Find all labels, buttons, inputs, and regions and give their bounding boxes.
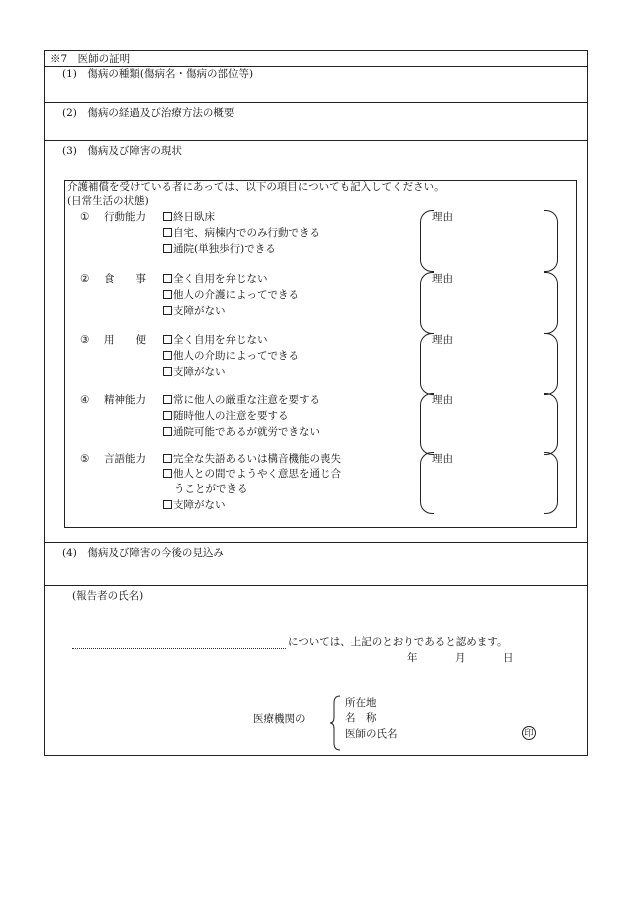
category-4-num: ④ (80, 394, 90, 406)
category-2-label: 食 事 (104, 273, 146, 285)
category-1-option-3[interactable] (163, 242, 276, 256)
item-4-label: (4) 傷病及び障害の今後の見込み (62, 547, 224, 559)
category-3-option-3[interactable] (163, 365, 226, 379)
institution-label: 医療機関の (253, 713, 306, 725)
seal-icon: 印 (522, 726, 536, 740)
reason-bracket-right (544, 452, 558, 514)
checkbox[interactable] (163, 274, 172, 283)
month-label: 月 (455, 652, 466, 664)
daily-status-label: (日常生活の状態) (67, 195, 149, 207)
divider-3 (44, 140, 588, 141)
category-2-option-1[interactable] (163, 272, 268, 286)
option-label: 支障がない (173, 366, 226, 378)
checkbox[interactable] (163, 395, 172, 404)
checkbox[interactable] (163, 306, 172, 315)
item-3-label: (3) 傷病及び障害の現状 (62, 145, 182, 157)
reporter-name-label: (報告者の氏名) (72, 590, 144, 602)
category-4-reason: 理由 (432, 394, 453, 406)
option-label: 支障がない (173, 305, 226, 317)
category-2-reason: 理由 (432, 273, 453, 285)
option-label: 全く自用を弁じない (173, 334, 268, 346)
category-4-option-2[interactable] (163, 409, 289, 423)
divider-2 (44, 102, 588, 103)
checkbox[interactable] (163, 244, 172, 253)
category-2-num: ② (80, 273, 90, 285)
year-label: 年 (407, 652, 418, 664)
category-3-reason: 理由 (432, 334, 453, 346)
category-5-label: 言語能力 (104, 453, 146, 465)
checkbox[interactable] (163, 454, 172, 463)
category-1-option-2[interactable] (163, 226, 320, 240)
option-label: 自宅、病棟内でのみ行動できる (173, 227, 320, 239)
day-label: 日 (503, 652, 514, 664)
option-label: 支障がない (173, 499, 226, 511)
option-label: 全く自用を弁じない (173, 273, 268, 285)
category-3-option-2[interactable] (163, 349, 299, 363)
checkbox[interactable] (163, 351, 172, 360)
brace-icon (330, 695, 342, 751)
reason-bracket-right (544, 333, 558, 395)
option-label: 他人との間でようやく意思を通じ合 (173, 468, 341, 480)
category-4-option-3[interactable] (163, 425, 320, 439)
reason-bracket-right (544, 210, 558, 272)
checkbox[interactable] (163, 228, 172, 237)
institution-name-label: 名 称 (345, 712, 377, 724)
category-1-num: ① (80, 211, 90, 223)
care-intro: 介護補償を受けている者にあっては、以下の項目についても記入してください。 (67, 181, 445, 193)
category-5-option-2[interactable] (163, 467, 341, 481)
category-5-option-2-continued: うことができる (174, 483, 248, 495)
option-label: 通院(単独歩行)できる (173, 243, 276, 255)
section-title: ※7 医師の証明 (50, 53, 131, 65)
checkbox[interactable] (163, 427, 172, 436)
certify-text: については、上記のとおりであると認めます。 (288, 636, 508, 648)
category-1-reason: 理由 (432, 211, 453, 223)
checkbox[interactable] (163, 500, 172, 509)
option-label: 終日臥床 (173, 211, 215, 223)
option-label: 他人の介助によってできる (173, 350, 299, 362)
divider-4 (44, 542, 588, 543)
category-5-reason: 理由 (432, 453, 453, 465)
category-4-option-1[interactable] (163, 393, 320, 407)
address-label: 所在地 (345, 697, 377, 709)
option-label: 通院可能であるが就労できない (173, 426, 320, 438)
divider-5 (44, 585, 588, 586)
category-2-option-2[interactable] (163, 288, 299, 302)
reporter-name-line[interactable] (72, 648, 286, 649)
doctor-name-label: 医師の氏名 (345, 728, 398, 740)
checkbox[interactable] (163, 367, 172, 376)
category-4-label: 精神能力 (104, 394, 146, 406)
item-1-label: (1) 傷病の種類(傷病名・傷病の部位等) (62, 68, 254, 80)
category-5-num: ⑤ (80, 453, 90, 465)
category-1-label: 行動能力 (104, 211, 146, 223)
category-3-option-1[interactable] (163, 333, 268, 347)
category-5-option-3[interactable] (163, 498, 226, 512)
checkbox[interactable] (163, 290, 172, 299)
category-2-option-3[interactable] (163, 304, 226, 318)
option-label: 他人の介護によってできる (173, 289, 299, 301)
option-label: 完全な失語あるいは構音機能の喪失 (173, 453, 341, 465)
option-label: 随時他人の注意を要する (173, 410, 289, 422)
item-2-label: (2) 傷病の経過及び治療方法の概要 (62, 107, 235, 119)
checkbox[interactable] (163, 469, 172, 478)
category-3-label: 用 便 (104, 334, 146, 346)
checkbox[interactable] (163, 411, 172, 420)
category-5-option-1[interactable] (163, 452, 341, 466)
reason-bracket-right (544, 272, 558, 334)
checkbox[interactable] (163, 212, 172, 221)
option-label: 常に他人の厳重な注意を要する (173, 394, 320, 406)
checkbox[interactable] (163, 335, 172, 344)
category-3-num: ③ (80, 334, 90, 346)
category-1-option-1[interactable] (163, 210, 215, 224)
reason-bracket-right (544, 393, 558, 455)
